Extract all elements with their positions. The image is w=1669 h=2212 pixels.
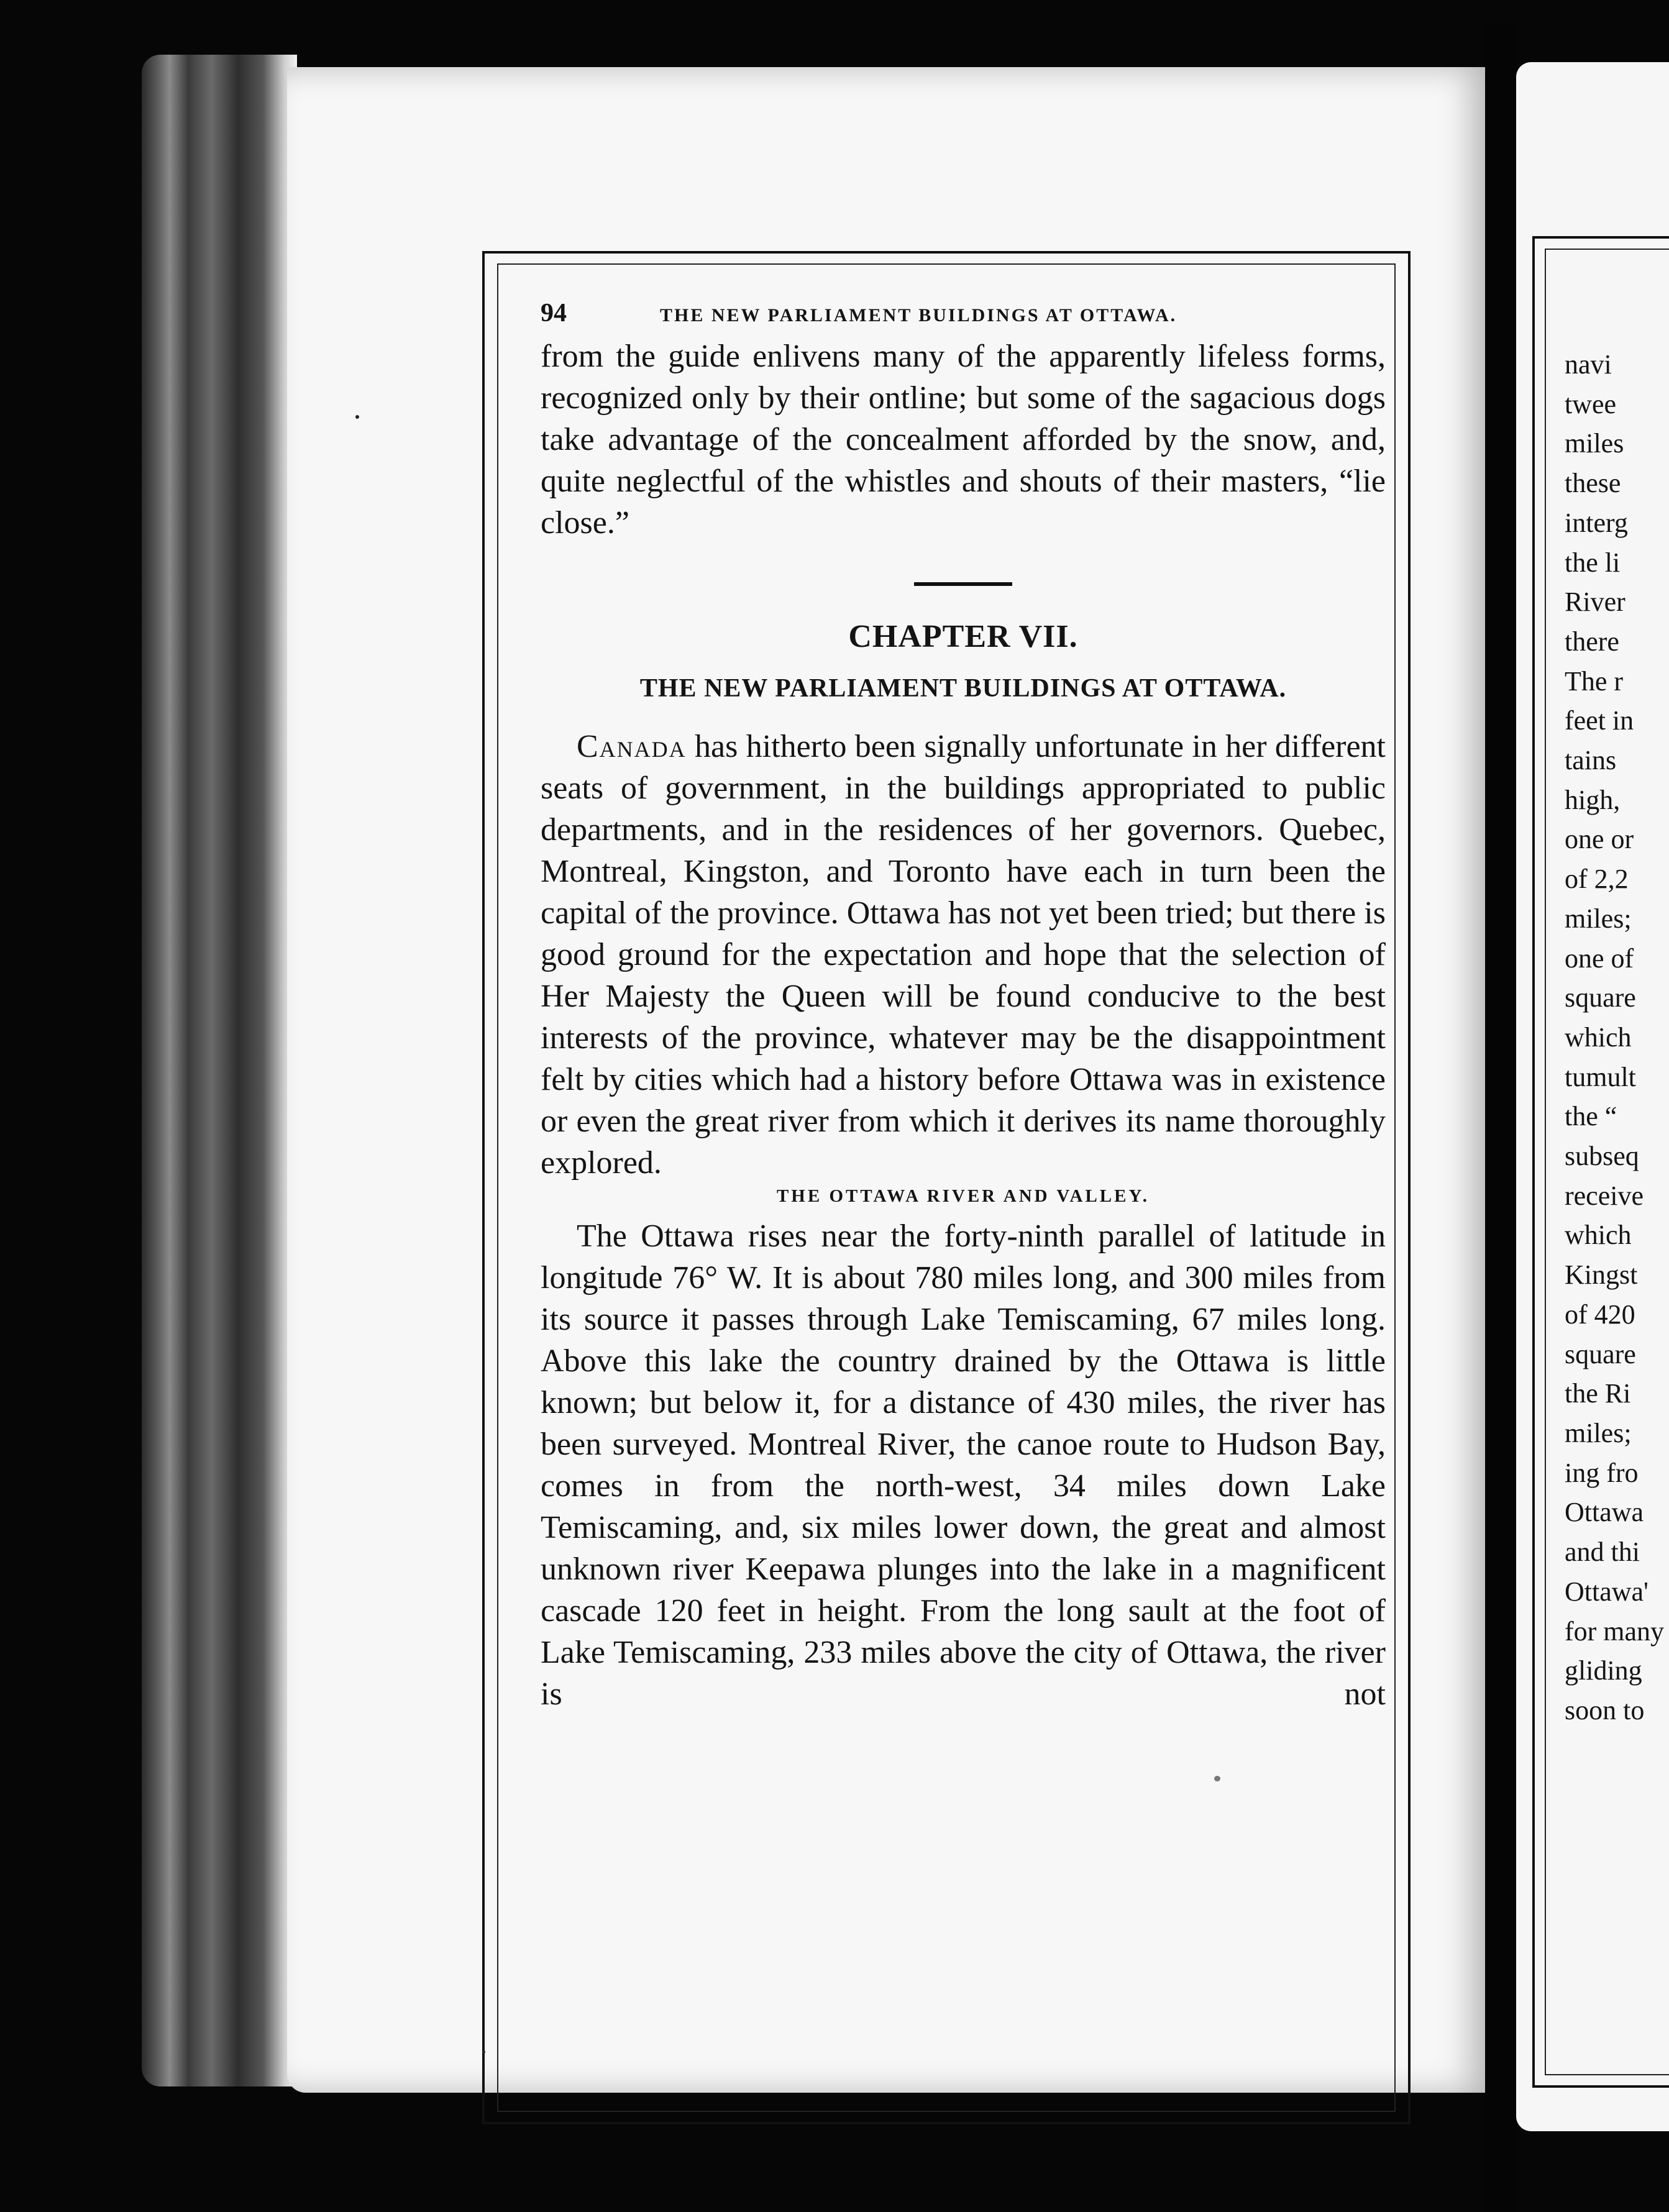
left-page-text xyxy=(541,298,1386,1715)
right-line-fragment: soon to xyxy=(1565,1694,1645,1725)
right-line-fragment: tumult xyxy=(1565,1061,1636,1092)
book-page-edges xyxy=(142,55,297,2086)
chapter-title: CHAPTER VII. xyxy=(848,619,1078,654)
right-line-fragment: interg xyxy=(1565,507,1628,538)
right-line-fragment: tains xyxy=(1565,745,1617,776)
right-line-fragment: gliding xyxy=(1565,1655,1642,1686)
running-head xyxy=(541,298,1386,336)
right-line-fragment: twee xyxy=(1565,388,1617,419)
right-line-fragment: one of xyxy=(1565,943,1634,974)
right-line-fragment: miles; xyxy=(1565,903,1632,934)
running-head-title: THE NEW PARLIAMENT BUILDINGS AT OTTAWA. xyxy=(660,305,1177,326)
right-line-fragment: the Ri xyxy=(1565,1378,1631,1409)
right-line-fragment: one or xyxy=(1565,824,1634,855)
section-divider-rule xyxy=(914,582,1012,586)
right-line-fragment: and thi xyxy=(1565,1537,1640,1568)
section-paragraph: The Ottawa rises near the forty-ninth parallel of latitude in longitude 76° W. It is about 780 miles long, and 300 miles from its source it passes through Lake Temiscaming, 67 miles long. Above this lake the country drained by the Ottawa is little known; but below it, for a distance of 430 miles, the river has been surveyed. Montreal River, the canoe route to Hudson Bay, comes in from the north-west, 34 miles down Lake Temiscaming, and, six miles lower down, the great and almost unknown river Keepawa plunges into the lake in a magnificent cascade 120 feet in height. From the long sault at the foot of Lake Temiscaming, 233 miles above the city of Ottawa, the river is not xyxy=(541,1218,1386,1712)
right-line-fragment: there xyxy=(1565,626,1619,657)
right-line-fragment: which xyxy=(1565,1220,1632,1251)
right-line-fragment: The r xyxy=(1565,665,1624,697)
right-line-fragment: River xyxy=(1565,587,1626,618)
right-page-text xyxy=(1565,345,1669,1730)
right-line-fragment: miles; xyxy=(1565,1417,1632,1448)
page-number: 94 xyxy=(541,299,567,327)
right-line-fragment: of 2,2 xyxy=(1565,864,1629,895)
right-line-fragment: the “ xyxy=(1565,1101,1617,1132)
right-line-fragment: these xyxy=(1565,468,1621,499)
right-line-fragment: for many xyxy=(1565,1616,1665,1647)
print-speck xyxy=(355,415,359,419)
right-line-fragment: the li xyxy=(1565,547,1621,578)
print-speck xyxy=(1214,1776,1220,1781)
opening-paragraph: from the guide enlivens many of the apparently lifeless forms, recognized only by their ontline; but some of the sagacious dogs take advantage of the concealment afforded by the snow, and, quite neglectful of the whistles and shouts of their masters, “lie close.” xyxy=(541,339,1386,541)
section-heading: THE OTTAWA RIVER AND VALLEY. xyxy=(776,1186,1150,1206)
right-line-fragment: ing fro xyxy=(1565,1457,1639,1488)
right-line-fragment: which xyxy=(1565,1021,1632,1053)
right-line-fragment: miles xyxy=(1565,428,1624,459)
book-gutter xyxy=(1485,25,1516,2212)
right-line-fragment: subseq xyxy=(1565,1141,1639,1172)
right-line-fragment: Ottawa xyxy=(1565,1497,1644,1528)
chapter-subtitle: THE NEW PARLIAMENT BUILDINGS AT OTTAWA. xyxy=(639,674,1287,703)
intro-lead-word: Canada xyxy=(577,729,687,764)
intro-paragraph-text: has hitherto been signally unfortunate in her different seats of government, in the buildings appropriated to public departments, and in the residences of her governors. Quebec, Montreal, Kingston, and Toronto have each in turn been the capital of the province. Ottawa has not yet been tried; but there is good ground for the expectation and hope that the selection of Her Majesty the Queen will be found conducive to the best interests of the province, whatever may be the disappointment felt by cities which had a history before Ottawa was in existence or even the great river from which it derives its name thoroughly explored. xyxy=(541,729,1386,1181)
right-line-fragment: square xyxy=(1565,982,1636,1013)
right-line-fragment: Ottawa' xyxy=(1565,1576,1648,1607)
right-line-fragment: Kingst xyxy=(1565,1259,1638,1291)
print-speck xyxy=(482,2050,485,2054)
right-line-fragment: of 420 xyxy=(1565,1299,1635,1330)
right-line-fragment: feet in xyxy=(1565,705,1634,736)
right-line-fragment: navi xyxy=(1565,349,1612,380)
right-line-fragment: high, xyxy=(1565,784,1621,815)
right-line-fragment: square xyxy=(1565,1338,1636,1369)
right-line-fragment: receive xyxy=(1565,1180,1644,1211)
intro-paragraph xyxy=(541,726,1386,1184)
